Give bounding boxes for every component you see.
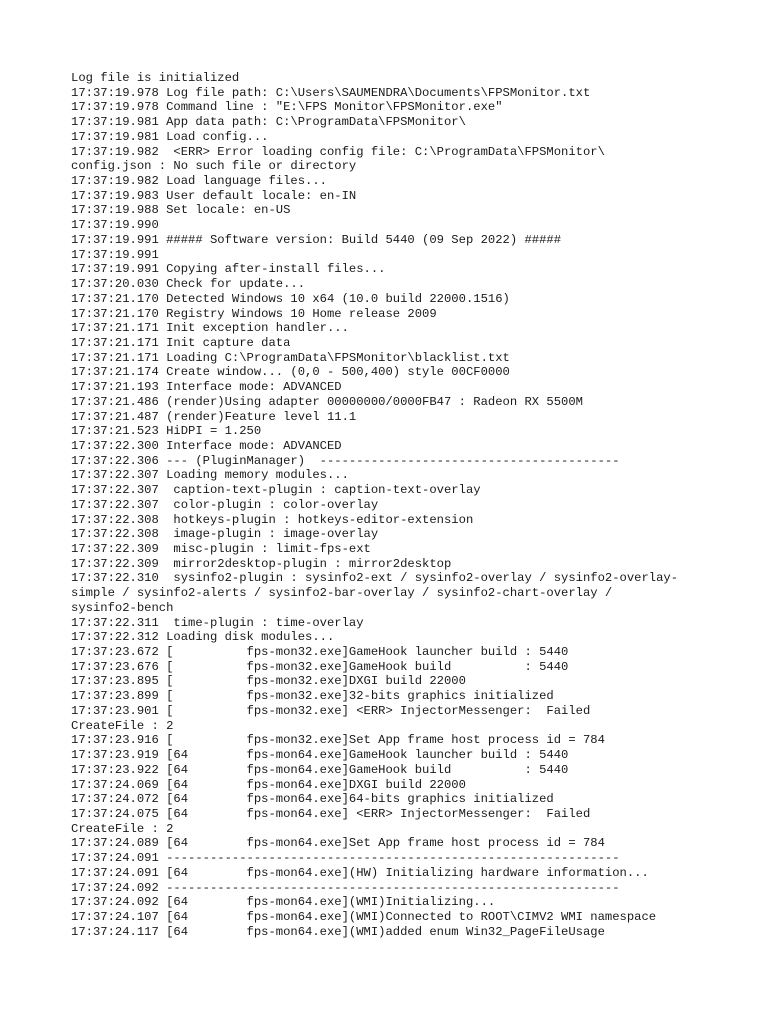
log-line: 17:37:23.901 [ fps-mon32.exe] <ERR> InjectorMessenger: Failed — [71, 703, 591, 718]
log-line: 17:37:22.307 Loading memory modules... — [71, 468, 349, 483]
log-line: 17:37:24.069 [64 fps-mon64.exe]DXGI build 22000 — [71, 777, 466, 792]
log-line: 17:37:19.991 — [71, 247, 159, 262]
log-line: 17:37:23.919 [64 fps-mon64.exe]GameHook launcher build : 5440 — [71, 748, 569, 763]
log-line: 17:37:21.171 Loading C:\ProgramData\FPSMonitor\blacklist.txt — [71, 350, 510, 365]
log-line: 17:37:22.300 Interface mode: ADVANCED — [71, 438, 342, 453]
log-line: sysinfo2-bench — [71, 600, 174, 615]
log-line: 17:37:22.308 hotkeys-plugin : hotkeys-editor-extension — [71, 512, 474, 527]
log-line: 17:37:19.982 Load language files... — [71, 174, 327, 189]
log-line: 17:37:21.174 Create window... (0,0 - 500,400) style 00CF0000 — [71, 365, 510, 380]
log-line: 17:37:24.075 [64 fps-mon64.exe] <ERR> InjectorMessenger: Failed — [71, 806, 591, 821]
log-line: CreateFile : 2 — [71, 821, 174, 836]
log-line: 17:37:23.899 [ fps-mon32.exe]32-bits graphics initialized — [71, 689, 554, 704]
log-line: 17:37:24.091 [64 fps-mon64.exe](HW) Initializing hardware information... — [71, 865, 649, 880]
log-line: 17:37:19.991 ##### Software version: Build 5440 (09 Sep 2022) ##### — [71, 232, 562, 247]
log-text-block — [71, 71, 711, 939]
log-line: 17:37:21.487 (render)Feature level 11.1 — [71, 409, 357, 424]
log-line: 17:37:22.311 time-plugin : time-overlay — [71, 615, 364, 630]
log-line: 17:37:23.895 [ fps-mon32.exe]DXGI build 22000 — [71, 674, 466, 689]
log-line: 17:37:19.978 Log file path: C:\Users\SAUMENDRA\Documents\FPSMonitor.txt — [71, 85, 591, 100]
log-line: 17:37:24.107 [64 fps-mon64.exe](WMI)Connected to ROOT\CIMV2 WMI namespace — [71, 909, 657, 924]
log-line: 17:37:24.117 [64 fps-mon64.exe](WMI)added enum Win32_PageFileUsage — [71, 924, 605, 939]
log-line: 17:37:23.922 [64 fps-mon64.exe]GameHook build : 5440 — [71, 762, 569, 777]
log-line: 17:37:23.676 [ fps-mon32.exe]GameHook build : 5440 — [71, 659, 569, 674]
log-line: 17:37:19.981 Load config... — [71, 129, 269, 144]
log-line: 17:37:21.193 Interface mode: ADVANCED — [71, 380, 342, 395]
log-line: 17:37:19.981 App data path: C:\ProgramData\FPSMonitor\ — [71, 115, 466, 130]
log-line: 17:37:19.991 Copying after-install files... — [71, 262, 386, 277]
log-line: 17:37:19.990 — [71, 218, 159, 233]
log-line: 17:37:24.091 -------------------------------------------------------------- — [71, 851, 620, 866]
log-line: 17:37:22.307 color-plugin : color-overlay — [71, 497, 379, 512]
log-line: simple / sysinfo2-alerts / sysinfo2-bar-overlay / sysinfo2-chart-overlay / — [71, 586, 613, 601]
log-line: 17:37:19.982 <ERR> Error loading config file: C:\ProgramData\FPSMonitor\ — [71, 144, 605, 159]
log-line: 17:37:22.312 Loading disk modules... — [71, 630, 335, 645]
log-line: 17:37:24.092 -------------------------------------------------------------- — [71, 880, 620, 895]
log-line: 17:37:24.072 [64 fps-mon64.exe]64-bits graphics initialized — [71, 792, 554, 807]
log-line: config.json : No such file or directory — [71, 159, 357, 174]
log-line: 17:37:21.171 Init capture data — [71, 335, 291, 350]
log-line: 17:37:22.309 misc-plugin : limit-fps-ext — [71, 542, 371, 556]
log-line: 17:37:21.486 (render)Using adapter 00000000/0000FB47 : Radeon RX 5500M — [71, 394, 583, 409]
log-line: 17:37:24.092 [64 fps-mon64.exe](WMI)Initializing... — [71, 895, 496, 910]
log-line: 17:37:22.307 caption-text-plugin : caption-text-overlay — [71, 483, 481, 498]
log-line: 17:37:21.523 HiDPI = 1.250 — [71, 424, 262, 439]
log-line: 17:37:20.030 Check for update... — [71, 277, 306, 292]
log-line: 17:37:19.983 User default locale: en-IN — [71, 188, 357, 203]
log-line: 17:37:22.308 image-plugin : image-overlay — [71, 527, 379, 542]
log-line: 17:37:21.171 Init exception handler... — [71, 321, 349, 336]
log-line: 17:37:19.978 Command line : "E:\FPS Monitor\FPSMonitor.exe" — [71, 100, 503, 115]
log-line: Log file is initialized — [71, 71, 240, 85]
log-line: 17:37:21.170 Detected Windows 10 x64 (10.0 build 22000.1516) — [71, 291, 510, 306]
log-line: 17:37:19.988 Set locale: en-US — [71, 203, 291, 218]
log-line: CreateFile : 2 — [71, 718, 174, 733]
log-line: 17:37:21.170 Registry Windows 10 Home release 2009 — [71, 306, 437, 321]
log-line: 17:37:22.309 mirror2desktop-plugin : mirror2desktop — [71, 556, 452, 571]
log-line: 17:37:23.916 [ fps-mon32.exe]Set App frame host process id = 784 — [71, 733, 605, 748]
log-line: 17:37:23.672 [ fps-mon32.exe]GameHook launcher build : 5440 — [71, 645, 569, 660]
log-line: 17:37:22.310 sysinfo2-plugin : sysinfo2-ext / sysinfo2-overlay / sysinfo2-overlay- — [71, 571, 679, 586]
log-line: 17:37:22.306 --- (PluginManager) ----------------------------------------- — [71, 453, 620, 468]
log-line: 17:37:24.089 [64 fps-mon64.exe]Set App frame host process id = 784 — [71, 836, 605, 851]
